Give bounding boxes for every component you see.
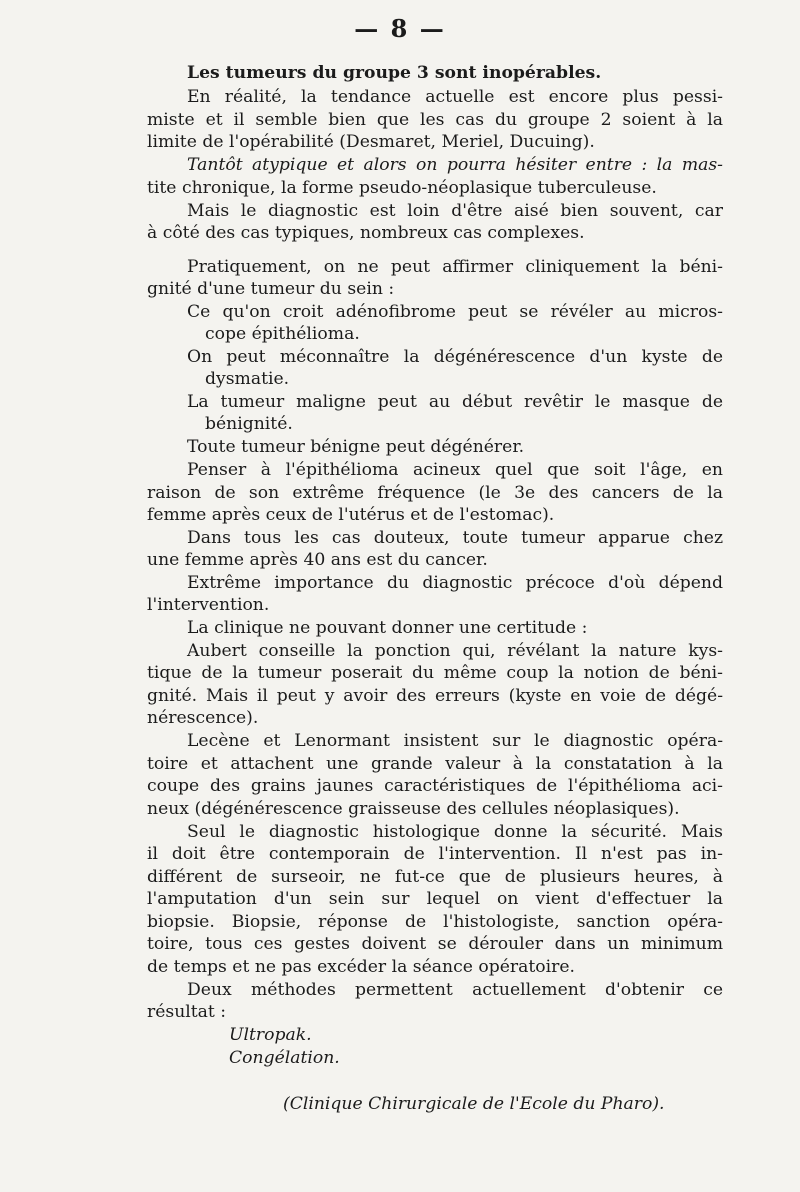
text-line: dysmatie. xyxy=(205,369,290,389)
text-line: Les tumeurs du groupe 3 sont inopérables. xyxy=(187,63,602,83)
text-line: toire, tous ces gestes doivent se dérouler dans un minimum xyxy=(147,934,723,954)
text-line: Extrême importance du diagnostic précoce d'où dépend xyxy=(187,573,723,593)
text-line: Penser à l'épithélioma acineux quel que soit l'âge, en xyxy=(187,460,723,480)
text-line: Toute tumeur bénigne peut dégénérer. xyxy=(187,437,525,457)
text-line: différent de surseoir, ne fut-ce que de plusieurs heures, à xyxy=(147,867,723,887)
text-line: Seul le diagnostic histologique donne la sécurité. Mais xyxy=(187,822,723,842)
text-line: En réalité, la tendance actuelle est encore plus pessi- xyxy=(187,87,723,107)
text-line: (Clinique Chirurgicale de l'Ecole du Pharo). xyxy=(283,1094,665,1114)
text-line: gnité. Mais il peut y avoir des erreurs (kyste en voie de dégé- xyxy=(147,686,723,706)
text-line: coupe des grains jaunes caractéristiques de l'épithélioma aci- xyxy=(147,776,723,796)
text-line: il doit être contemporain de l'intervention. Il n'est pas in- xyxy=(147,844,723,864)
text-line: Mais le diagnostic est loin d'être aisé bien souvent, car xyxy=(187,201,723,221)
text-line: tite chronique, la forme pseudo-néoplasique tuberculeuse. xyxy=(147,178,657,198)
text-line: Deux méthodes permettent actuellement d'obtenir ce xyxy=(187,980,723,1000)
text-line: miste et il semble bien que les cas du groupe 2 soient à la xyxy=(147,110,723,130)
text-line: Ce qu'on croit adénofibrome peut se révéler au micros- xyxy=(187,302,723,322)
text-line: résultat : xyxy=(147,1002,227,1022)
text-line: gnité d'une tumeur du sein : xyxy=(147,279,395,299)
text-line: cope épithélioma. xyxy=(205,324,360,344)
text-line: Lecène et Lenormant insistent sur le diagnostic opéra- xyxy=(187,731,723,751)
text-line: bénignité. xyxy=(205,414,293,434)
text-line: femme après ceux de l'utérus et de l'estomac). xyxy=(147,505,555,525)
text-line: biopsie. Biopsie, réponse de l'histologiste, sanction opéra- xyxy=(147,912,723,932)
text-line: Ultropak. xyxy=(229,1025,312,1045)
text-line: On peut méconnaître la dégénérescence d'un kyste de xyxy=(187,347,723,367)
text-line: l'intervention. xyxy=(147,595,270,615)
text-line: raison de son extrême fréquence (le 3e des cancers de la xyxy=(147,483,723,503)
text-line: La clinique ne pouvant donner une certitude : xyxy=(187,618,588,638)
text-line: Aubert conseille la ponction qui, révélant la nature kys- xyxy=(187,641,723,661)
text-line: l'amputation d'un sein sur lequel on vient d'effectuer la xyxy=(147,889,723,909)
text-line: neux (dégénérescence graisseuse des cellules néoplasiques). xyxy=(147,799,680,819)
text-line: une femme après 40 ans est du cancer. xyxy=(147,550,488,570)
text-line: à côté des cas typiques, nombreux cas complexes. xyxy=(147,223,585,243)
text-line: tique de la tumeur poserait du même coup la notion de béni- xyxy=(147,663,723,683)
text-line: Tantôt atypique et alors on pourra hésiter entre : la mas- xyxy=(187,155,723,175)
text-line: Dans tous les cas douteux, toute tumeur apparue chez xyxy=(187,528,723,548)
text-line: Pratiquement, on ne peut affirmer cliniquement la béni- xyxy=(187,257,723,277)
text-line: de temps et ne pas excéder la séance opératoire. xyxy=(147,957,575,977)
text-line: La tumeur maligne peut au début revêtir le masque de xyxy=(187,392,723,412)
text-line: limite de l'opérabilité (Desmaret, Meriel, Ducuing). xyxy=(147,132,595,152)
page-number: — 8 — xyxy=(354,14,446,43)
text-line: Congélation. xyxy=(229,1048,340,1068)
text-line: nérescence). xyxy=(147,708,259,728)
text-line: toire et attachent une grande valeur à la constatation à la xyxy=(147,754,723,774)
